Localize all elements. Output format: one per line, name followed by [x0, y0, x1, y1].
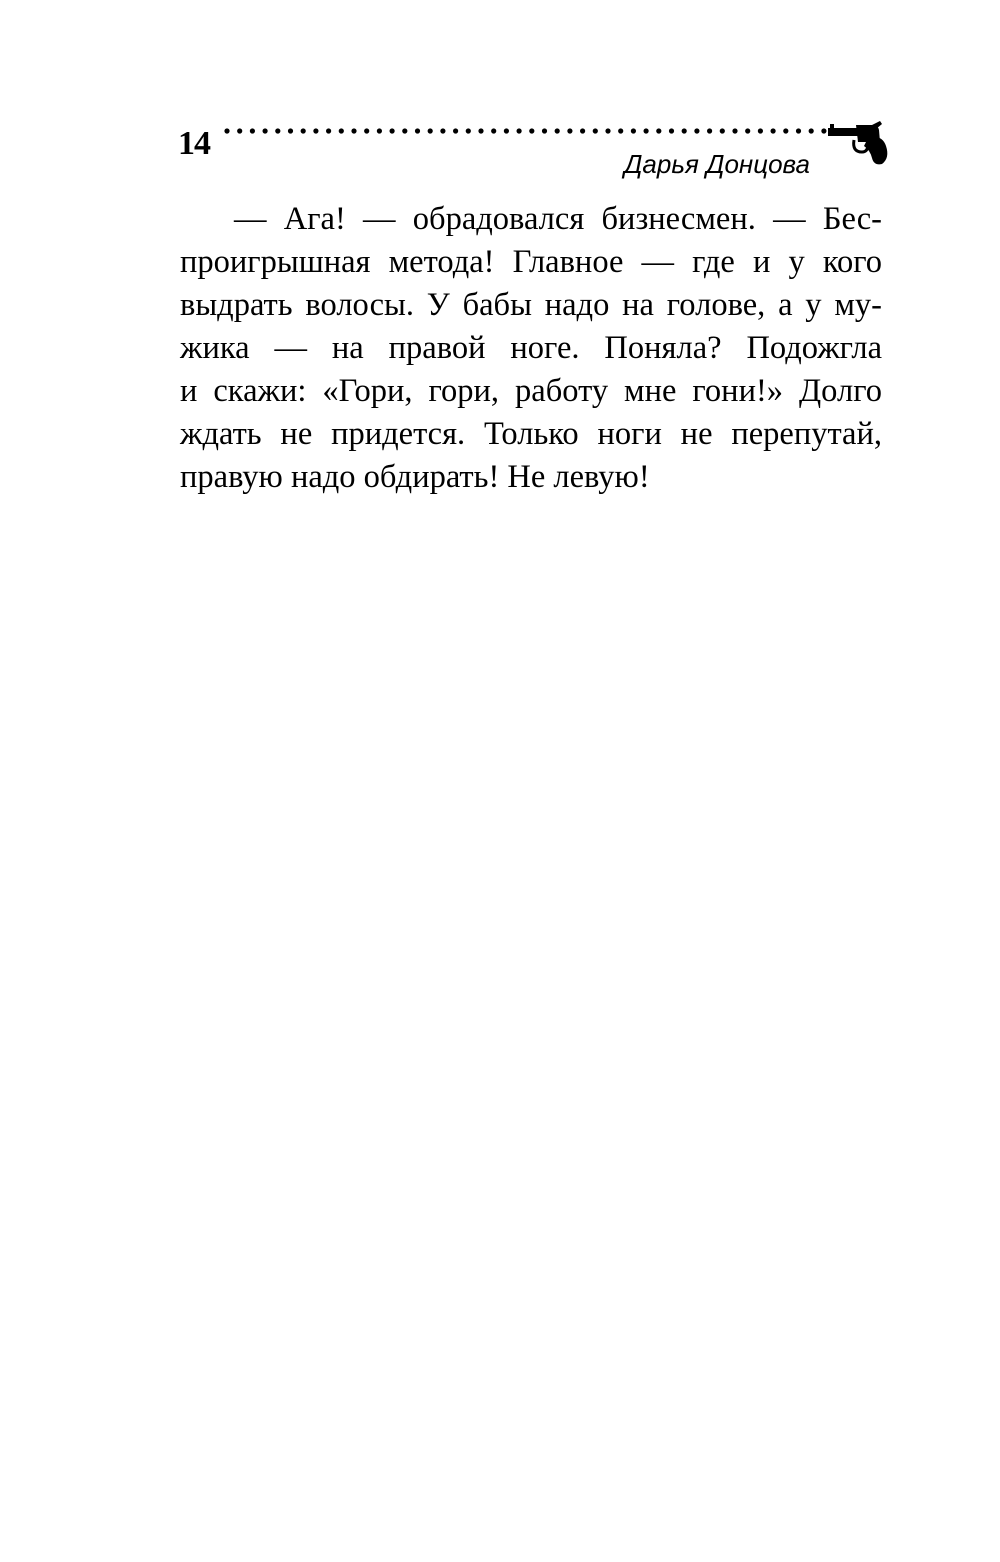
text-line: проигрышная метода! Главное — где и у кого — [180, 244, 882, 280]
author-name: Дарья Донцова — [624, 149, 810, 179]
text-line: жика — на правой ноге. Поняла? Подожгла — [180, 330, 882, 366]
text-line: правую надо обдирать! Не левую! — [180, 459, 650, 495]
text-line: и скажи: «Гори, гори, работу мне гони!» Долго — [180, 373, 882, 409]
revolver-icon — [828, 120, 890, 166]
text-line: — Ага! — обрадовался бизнесмен. — Бес- — [234, 201, 882, 237]
text-line: выдрать волосы. У бабы надо на голове, а у му- — [180, 287, 882, 323]
page-number: 14 — [178, 125, 210, 162]
body-text — [180, 198, 882, 499]
running-head — [178, 118, 890, 188]
dot-leader — [224, 126, 836, 136]
text-line: ждать не придется. Только ноги не перепутай, — [180, 416, 882, 452]
